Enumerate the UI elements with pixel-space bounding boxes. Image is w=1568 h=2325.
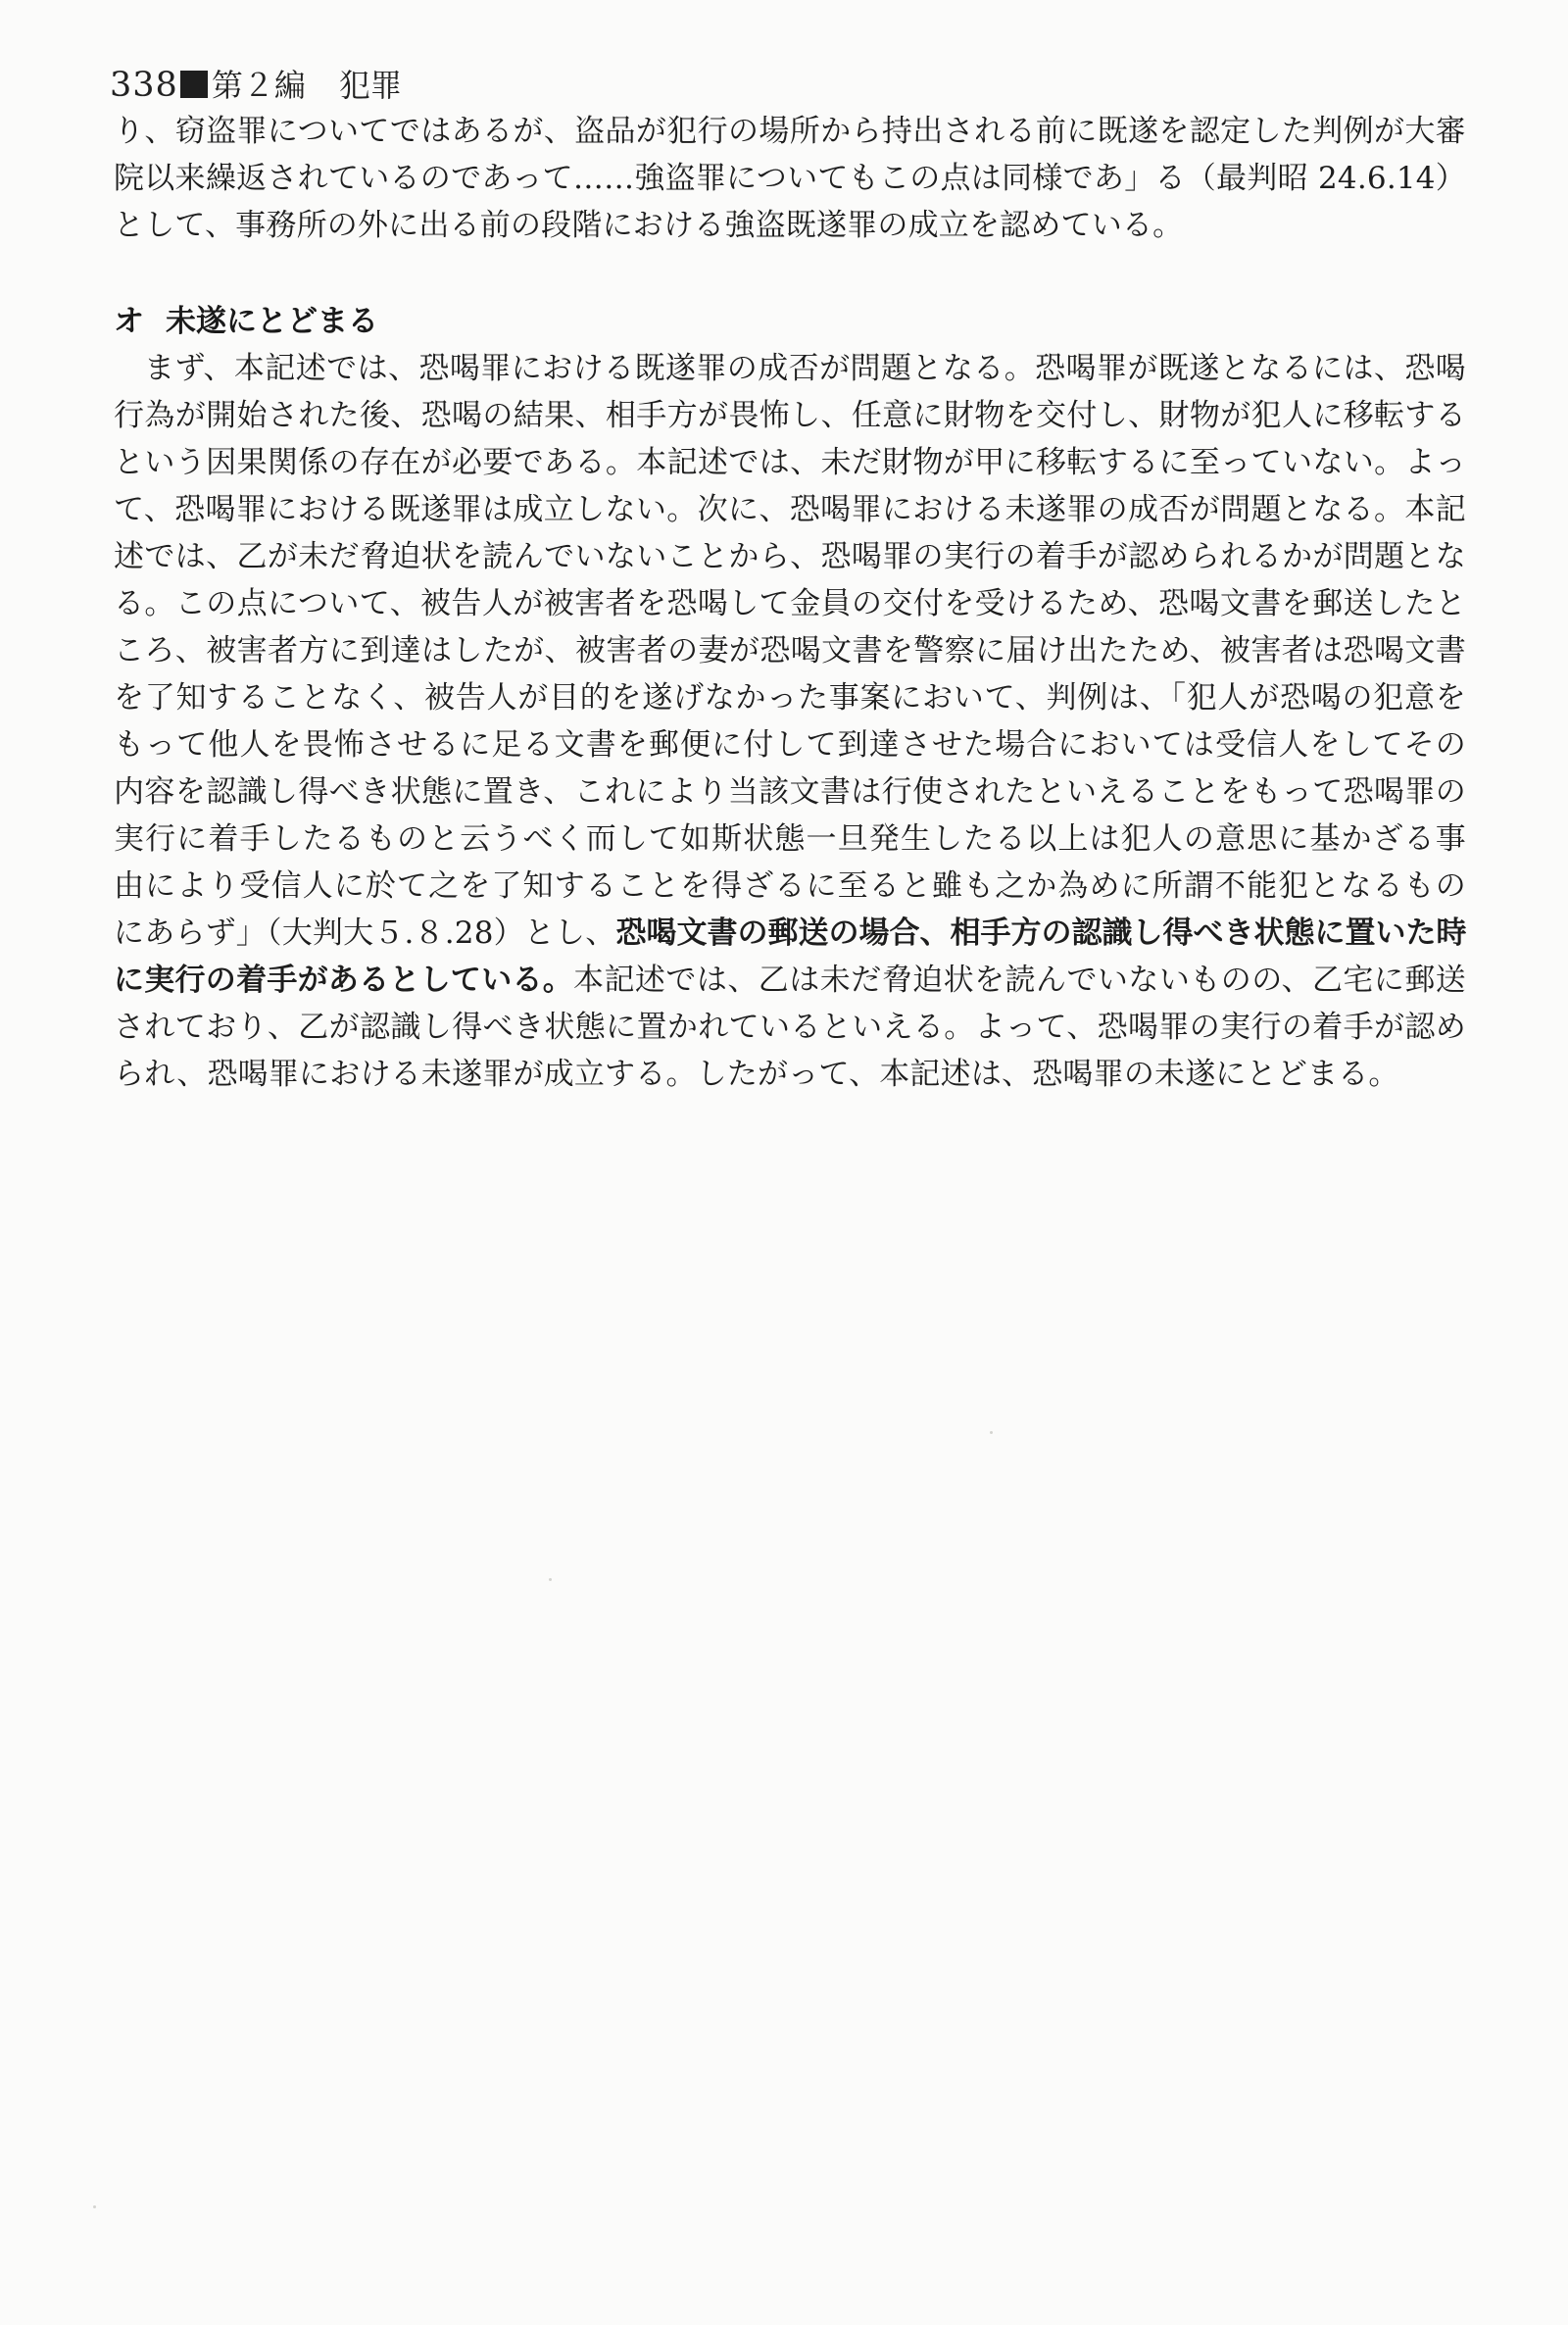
continuation-paragraph [114,108,1466,249]
page-number: 338 [110,66,178,105]
text-line: 内容を認識し得べき状態に置き、これにより当該文書は行使されたといえることをもって恐喝罪の [114,774,1466,810]
text-line: 実行に着手したるものと云うべく而して如斯状態一旦発生したる以上は犯人の意思に基かざる事 [114,821,1466,857]
text-line: もって他人を畏怖させるに足る文書を郵便に付して到達させた場合においては受信人をしてその [114,727,1466,763]
bold-holding-text: 恐喝文書の郵送の場合、相手方の認識し得べき状態に置いた時 [615,915,1467,951]
section-paragraph [114,345,1466,1098]
text-line: 由により受信人に於て之を了知することを得ざるに至ると雖も之か為めに所謂不能犯となるもの [114,868,1466,904]
text-line: られ、恐喝罪における未遂罪が成立する。したがって、本記述は、恐喝罪の未遂にとどまる。 [114,1057,1399,1092]
text-line: されており、乙が認識し得べき状態に置かれているといえる。よって、恐喝罪の実行の着手が認め [114,1010,1466,1045]
text-line: 行為が開始された後、恐喝の結果、相手方が畏怖し、任意に財物を交付し、財物が犯人に移転する [114,398,1466,433]
section-label: オ [114,304,144,339]
part-label: 第２編 [211,67,306,104]
text-line: を了知することなく、被告人が目的を遂げなかった事案において、判例は、「犯人が恐喝の犯意を [114,680,1466,716]
text-line: り、窃盗罪についてではあるが、盗品が犯行の場所から持出される前に既遂を認定した判例が大審 [114,114,1466,149]
text-line: まず、本記述では、恐喝罪における既遂罪の成否が問題となる。恐喝罪が既遂となるには、恐喝 [144,351,1466,386]
text-line: ころ、被害者方に到達はしたが、被害者の妻が恐喝文書を警察に届け出たため、被害者は恐喝文書 [114,633,1466,668]
text-segment: 本記述では、乙は未だ脅迫状を読んでいないものの、乙宅に郵送 [573,963,1467,998]
text-line: る。この点について、被告人が被害者を恐喝して金員の交付を受けるため、恐喝文書を郵送したと [114,586,1466,621]
running-head [110,61,402,106]
text-line: 院以来繰返されているのであって……強盗罪についてもこの点は同様であ」る（最判昭 24.6.14） [114,161,1466,196]
text-line: て、恐喝罪における既遂罪は成立しない。次に、恐喝罪における未遂罪の成否が問題となる。本記 [114,492,1466,527]
section-title: 未遂にとどまる [166,304,378,339]
black-square-icon [180,71,208,98]
text-line-mixed [114,910,1466,957]
text-line: として、事務所の外に出る前の段階における強盗既遂罪の成立を認めている。 [114,208,1184,243]
bold-holding-text: に実行の着手があるとしている。 [114,963,573,998]
chapter-label: 犯罪 [338,67,402,104]
text-line: という因果関係の存在が必要である。本記述では、未だ財物が甲に移転するに至っていない。よっ [114,445,1466,480]
text-line: 述では、乙が未だ脅迫状を読んでいないことから、恐喝罪の実行の着手が認められるかが問題とな [114,539,1466,574]
text-segment: にあらず」（大判大５.８.28）とし、 [114,915,616,951]
section-heading [114,298,378,345]
text-line-mixed [114,957,1466,1004]
